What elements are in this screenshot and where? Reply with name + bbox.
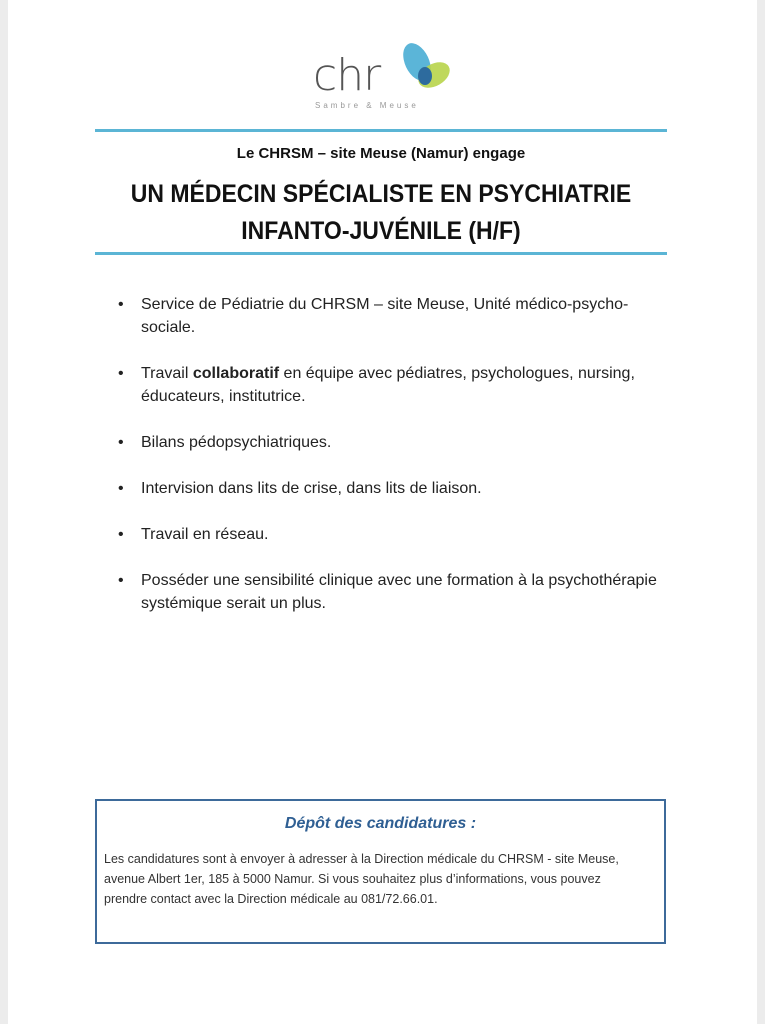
title-line: INFANTO-JUVÉNILE (H/F) xyxy=(241,217,521,245)
application-body: Les candidatures sont à envoyer à adresser à la Direction médicale du CHRSM - site Meuse, avenue Albert 1er, 185 à 5000 Namur. Si vous souhaitez plus d’informations, vous pouvez prendre contact avec la Direction médicale au 081/72.66.01. xyxy=(104,852,619,906)
list-item: • Posséder une sensibilité clinique avec une formation à la psychothérapie systémique serait un plus. xyxy=(118,569,678,615)
list-item: • Intervision dans lits de crise, dans lits de liaison. xyxy=(118,477,678,500)
page-edge-right xyxy=(757,0,765,1024)
list-item: • Travail en réseau. xyxy=(118,523,678,546)
butterfly-icon xyxy=(398,42,458,92)
application-box xyxy=(95,799,666,944)
text: Travail xyxy=(141,365,193,382)
job-details-list xyxy=(118,293,678,638)
chr-logo xyxy=(310,42,460,117)
page-edge-left xyxy=(0,0,8,1024)
logo-text: chr xyxy=(313,50,381,101)
application-heading: Dépôt des candidatures : xyxy=(284,815,477,832)
list-item: • Bilans pédopsychiatriques. xyxy=(118,431,678,454)
bottom-rule xyxy=(95,252,667,255)
logo-subtext: Sambre & Meuse xyxy=(315,101,419,110)
bold-text: collaboratif xyxy=(192,365,280,382)
job-title xyxy=(118,176,644,250)
text: en équipe avec pédiatres, psychologues, nursing, éducateurs, institutrice. xyxy=(141,365,635,405)
list-item xyxy=(118,362,678,408)
top-rule xyxy=(95,129,667,132)
title-line: UN MÉDECIN SPÉCIALISTE EN PSYCHIATRIE xyxy=(130,180,632,208)
subtitle: Le CHRSM – site Meuse (Namur) engage xyxy=(236,145,526,162)
list-item: • Service de Pédiatrie du CHRSM – site Meuse, Unité médico-psycho-sociale. xyxy=(118,293,678,339)
